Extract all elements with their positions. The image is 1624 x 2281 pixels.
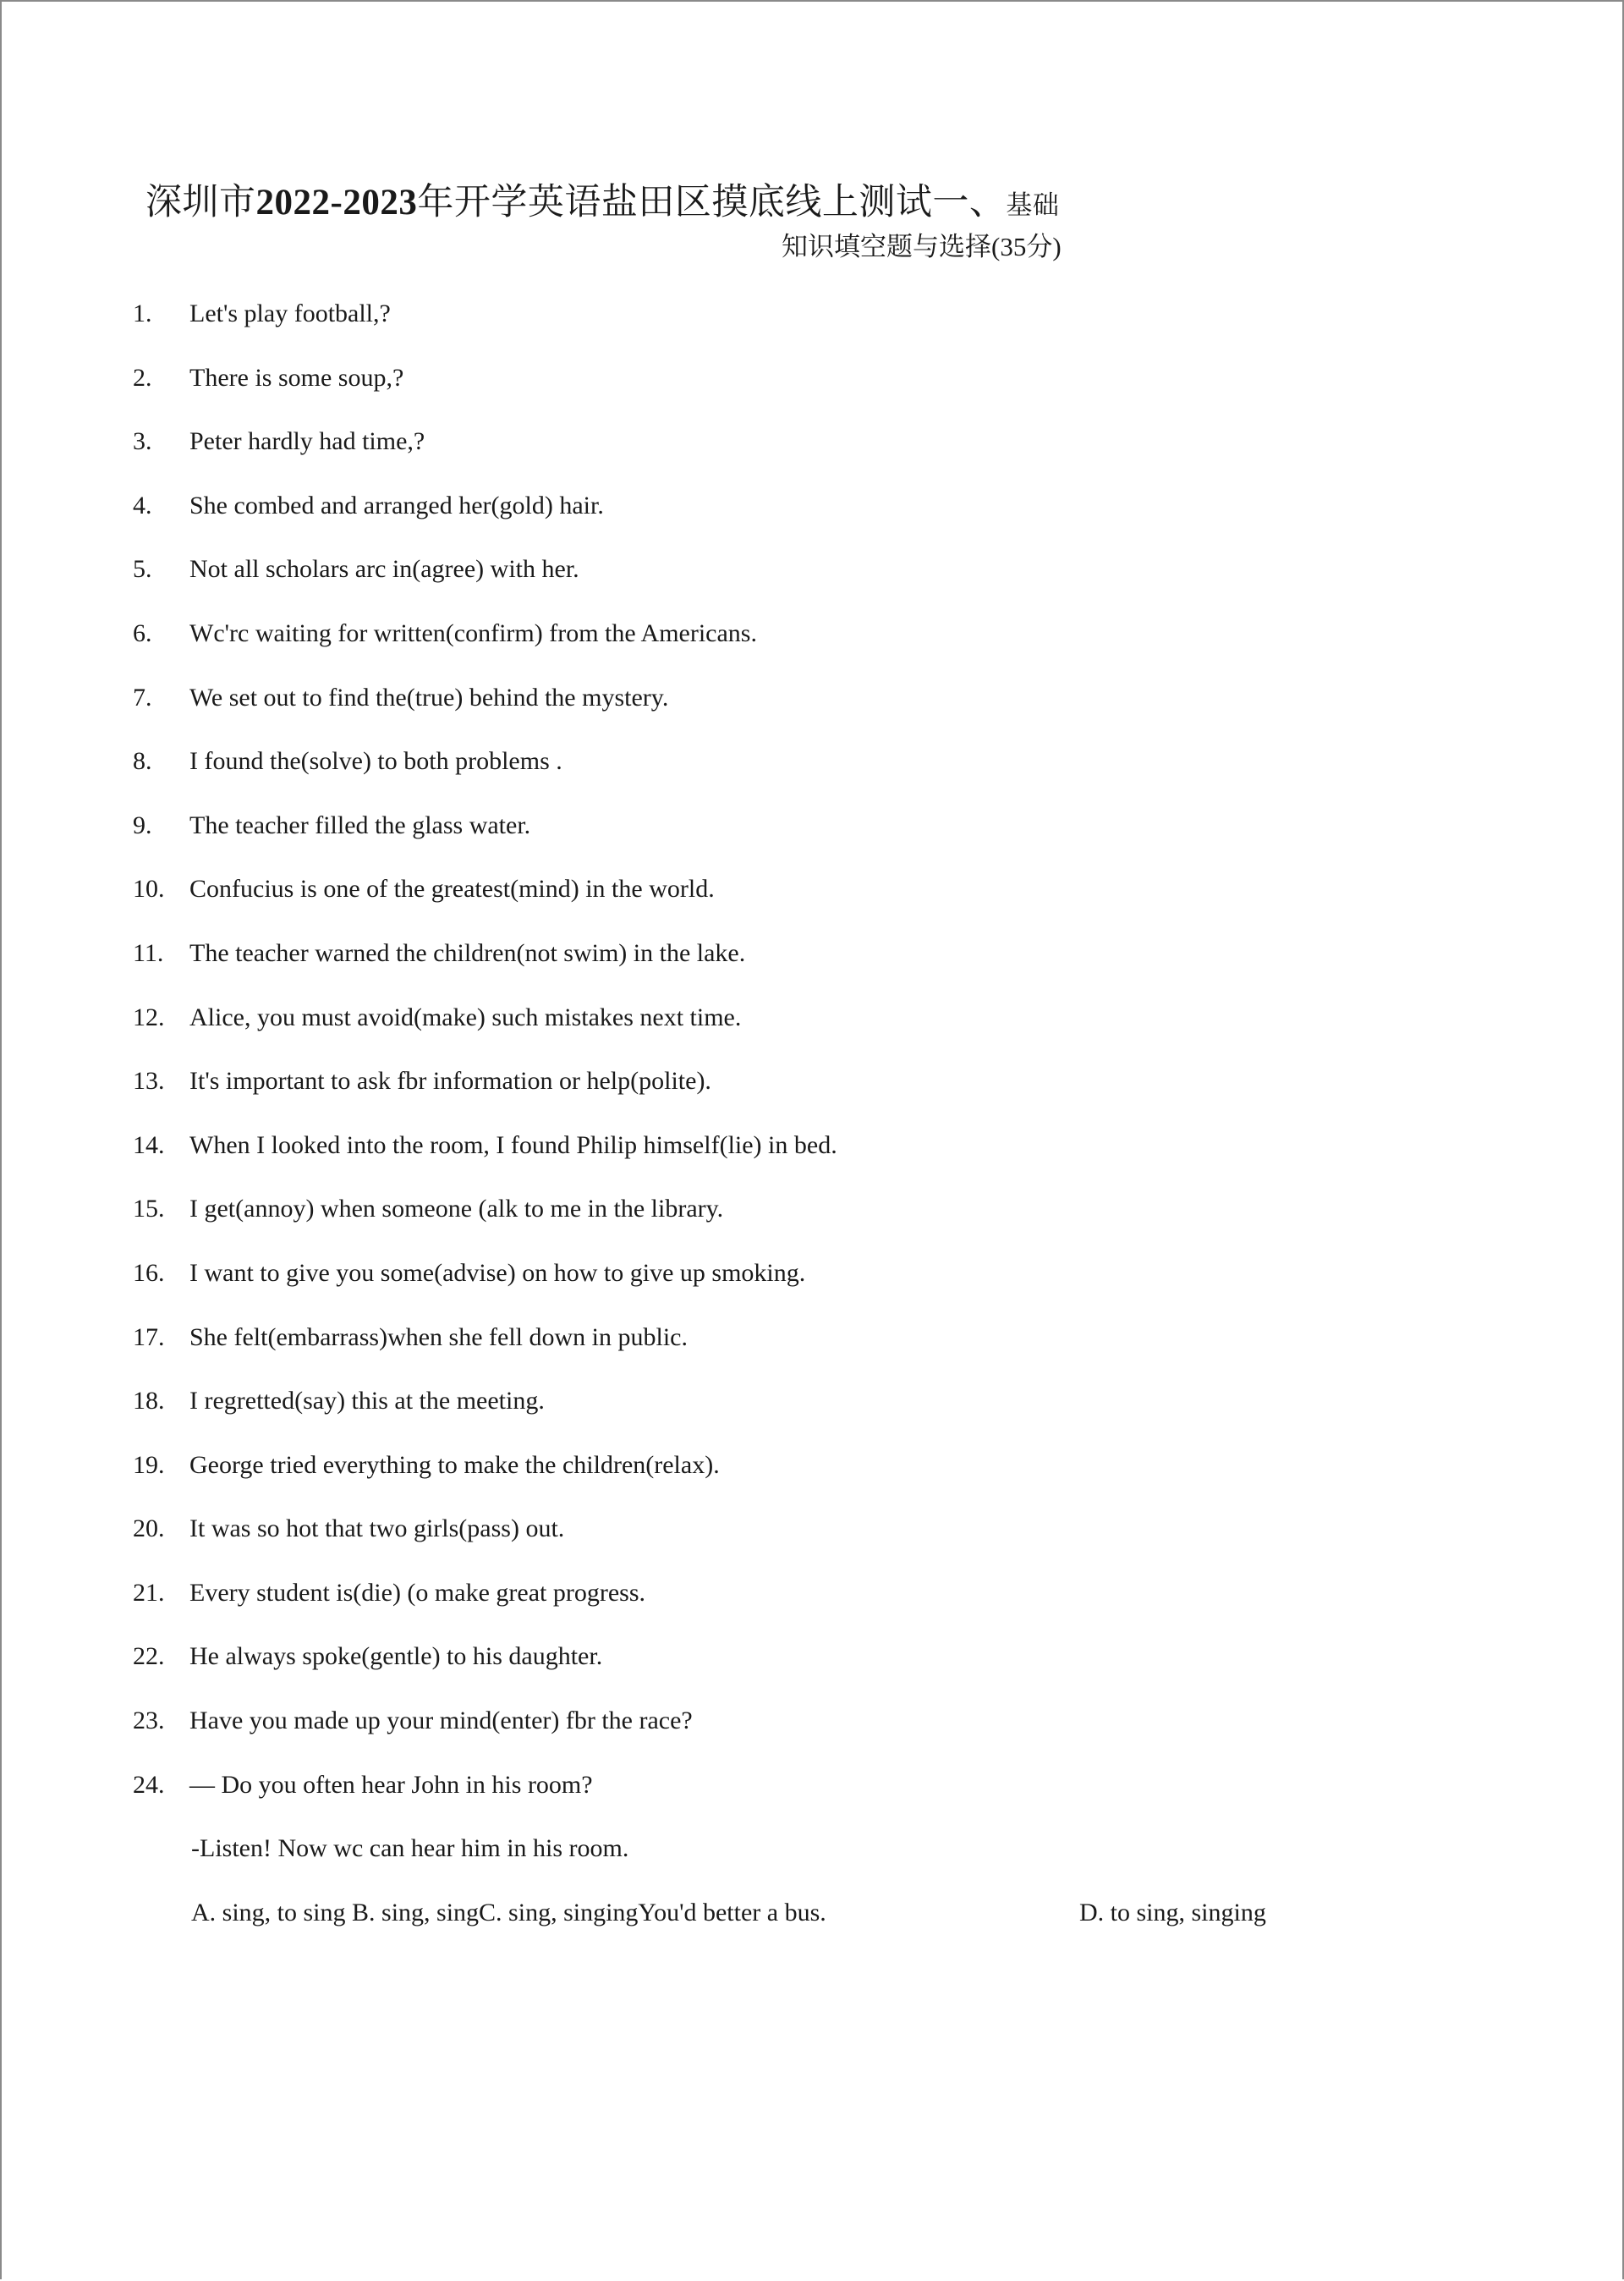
document-title bbox=[145, 179, 1059, 229]
question-number: 23. bbox=[133, 1707, 165, 1735]
question-text: I want to give you some(advise) on how to give up smoking. bbox=[189, 1258, 806, 1287]
question-number: 7. bbox=[133, 683, 152, 712]
question-text: He always spoke(gentle) to his daughter. bbox=[189, 1642, 603, 1671]
q24-reply-line: -Listen! Now wc can hear him in his room. bbox=[191, 1834, 629, 1862]
title-year: 2022-2023 bbox=[255, 183, 418, 223]
question-item bbox=[0, 1572, 1624, 1636]
question-number: 19. bbox=[133, 1450, 165, 1479]
question-text: Peter hardly had time,? bbox=[189, 427, 425, 456]
question-item bbox=[0, 932, 1624, 997]
question-number: 14. bbox=[133, 1130, 165, 1159]
question-text: Let's play football,? bbox=[189, 300, 391, 327]
question-number: 24. bbox=[133, 1770, 165, 1799]
question-number: 8. bbox=[133, 747, 152, 776]
question-text: We set out to find the(true) behind the mystery. bbox=[189, 683, 669, 712]
question-text: It's important to ask fbr information or help(polite). bbox=[189, 1067, 711, 1096]
question-number: 13. bbox=[133, 1067, 165, 1096]
question-number: 2. bbox=[133, 363, 152, 392]
question-item bbox=[0, 485, 1624, 549]
question-number: 4. bbox=[133, 491, 152, 519]
question-number: 6. bbox=[133, 618, 152, 647]
question-item bbox=[0, 805, 1624, 869]
question-number: 10. bbox=[133, 875, 165, 904]
question-text: Wc'rc waiting for written(confirm) from the Americans. bbox=[189, 618, 757, 647]
question-text: Not all scholars arc in(agree) with her. bbox=[189, 555, 579, 584]
question-text: I regretted(say) this at the meeting. bbox=[189, 1387, 545, 1415]
question-item bbox=[0, 868, 1624, 932]
question-item bbox=[0, 677, 1624, 741]
question-text: The teacher filled the glass water. bbox=[189, 811, 531, 839]
question-item bbox=[0, 1124, 1624, 1189]
question-number: 21. bbox=[133, 1578, 165, 1607]
question-text: Every student is(die) (o make great progress. bbox=[189, 1578, 645, 1607]
question-text: I get(annoy) when someone (alk to me in the library. bbox=[189, 1195, 724, 1223]
question-number: 17. bbox=[133, 1322, 165, 1351]
question-text: Alice, you must avoid(make) such mistakes next time. bbox=[189, 1003, 742, 1031]
question-text: She combed and arranged her(gold) hair. bbox=[189, 491, 604, 519]
question-text: The teacher warned the children(not swim) in the lake. bbox=[189, 938, 746, 967]
question-number: 5. bbox=[133, 555, 152, 584]
question-text: There is some soup,? bbox=[189, 363, 404, 392]
title-tail: 基础 bbox=[1006, 190, 1060, 220]
question-number: 3. bbox=[133, 427, 152, 456]
document-subtitle: 知识填空题与选择(35分) bbox=[782, 232, 1062, 261]
question-item bbox=[0, 1252, 1624, 1316]
title-prefix: 深圳市 bbox=[145, 183, 256, 223]
question-text: She felt(embarrass)when she fell down in public. bbox=[189, 1322, 688, 1351]
question-text: — Do you often hear John in his room? bbox=[189, 1770, 593, 1799]
title-middle: 年开学英语盐田区摸底线上测试一、 bbox=[417, 183, 1007, 223]
question-item bbox=[0, 613, 1624, 677]
question-item bbox=[0, 997, 1624, 1061]
question-item bbox=[0, 1380, 1624, 1444]
question-number: 1. bbox=[133, 300, 152, 327]
question-number: 16. bbox=[133, 1258, 165, 1287]
question-item bbox=[0, 357, 1624, 421]
question-text: It was so hot that two girls(pass) out. bbox=[189, 1514, 565, 1543]
question-item bbox=[0, 293, 1624, 357]
question-item bbox=[0, 1060, 1624, 1124]
question-item bbox=[0, 420, 1624, 485]
question-item bbox=[0, 548, 1624, 613]
question-item bbox=[0, 1508, 1624, 1572]
question-number: 20. bbox=[133, 1514, 165, 1543]
question-item bbox=[0, 1764, 1624, 1828]
question-text: George tried everything to make the children(relax). bbox=[189, 1450, 720, 1479]
question-number: 12. bbox=[133, 1003, 165, 1031]
question-number: 18. bbox=[133, 1387, 165, 1415]
question-text: Confucius is one of the greatest(mind) in the world. bbox=[189, 875, 715, 904]
question-item bbox=[0, 1188, 1624, 1252]
question-number: 15. bbox=[133, 1195, 165, 1223]
question-number: 9. bbox=[133, 811, 152, 839]
question-item bbox=[0, 1444, 1624, 1509]
q24-option-d: D. to sing, singing bbox=[1079, 1899, 1266, 1926]
question-number: 22. bbox=[133, 1642, 165, 1671]
question-number: 11. bbox=[133, 938, 164, 967]
question-item bbox=[0, 1316, 1624, 1381]
q24-options-line: A. sing, to sing B. sing, singC. sing, singingYou'd better a bus. bbox=[191, 1899, 826, 1926]
question-item bbox=[0, 1700, 1624, 1764]
question-list bbox=[0, 293, 1624, 1828]
question-item bbox=[0, 1635, 1624, 1700]
question-item bbox=[0, 740, 1624, 805]
question-text: I found the(solve) to both problems . bbox=[189, 747, 562, 776]
question-text: When I looked into the room, I found Philip himself(lie) in bed. bbox=[189, 1130, 837, 1159]
question-text: Have you made up your mind(enter) fbr the race? bbox=[189, 1707, 693, 1735]
